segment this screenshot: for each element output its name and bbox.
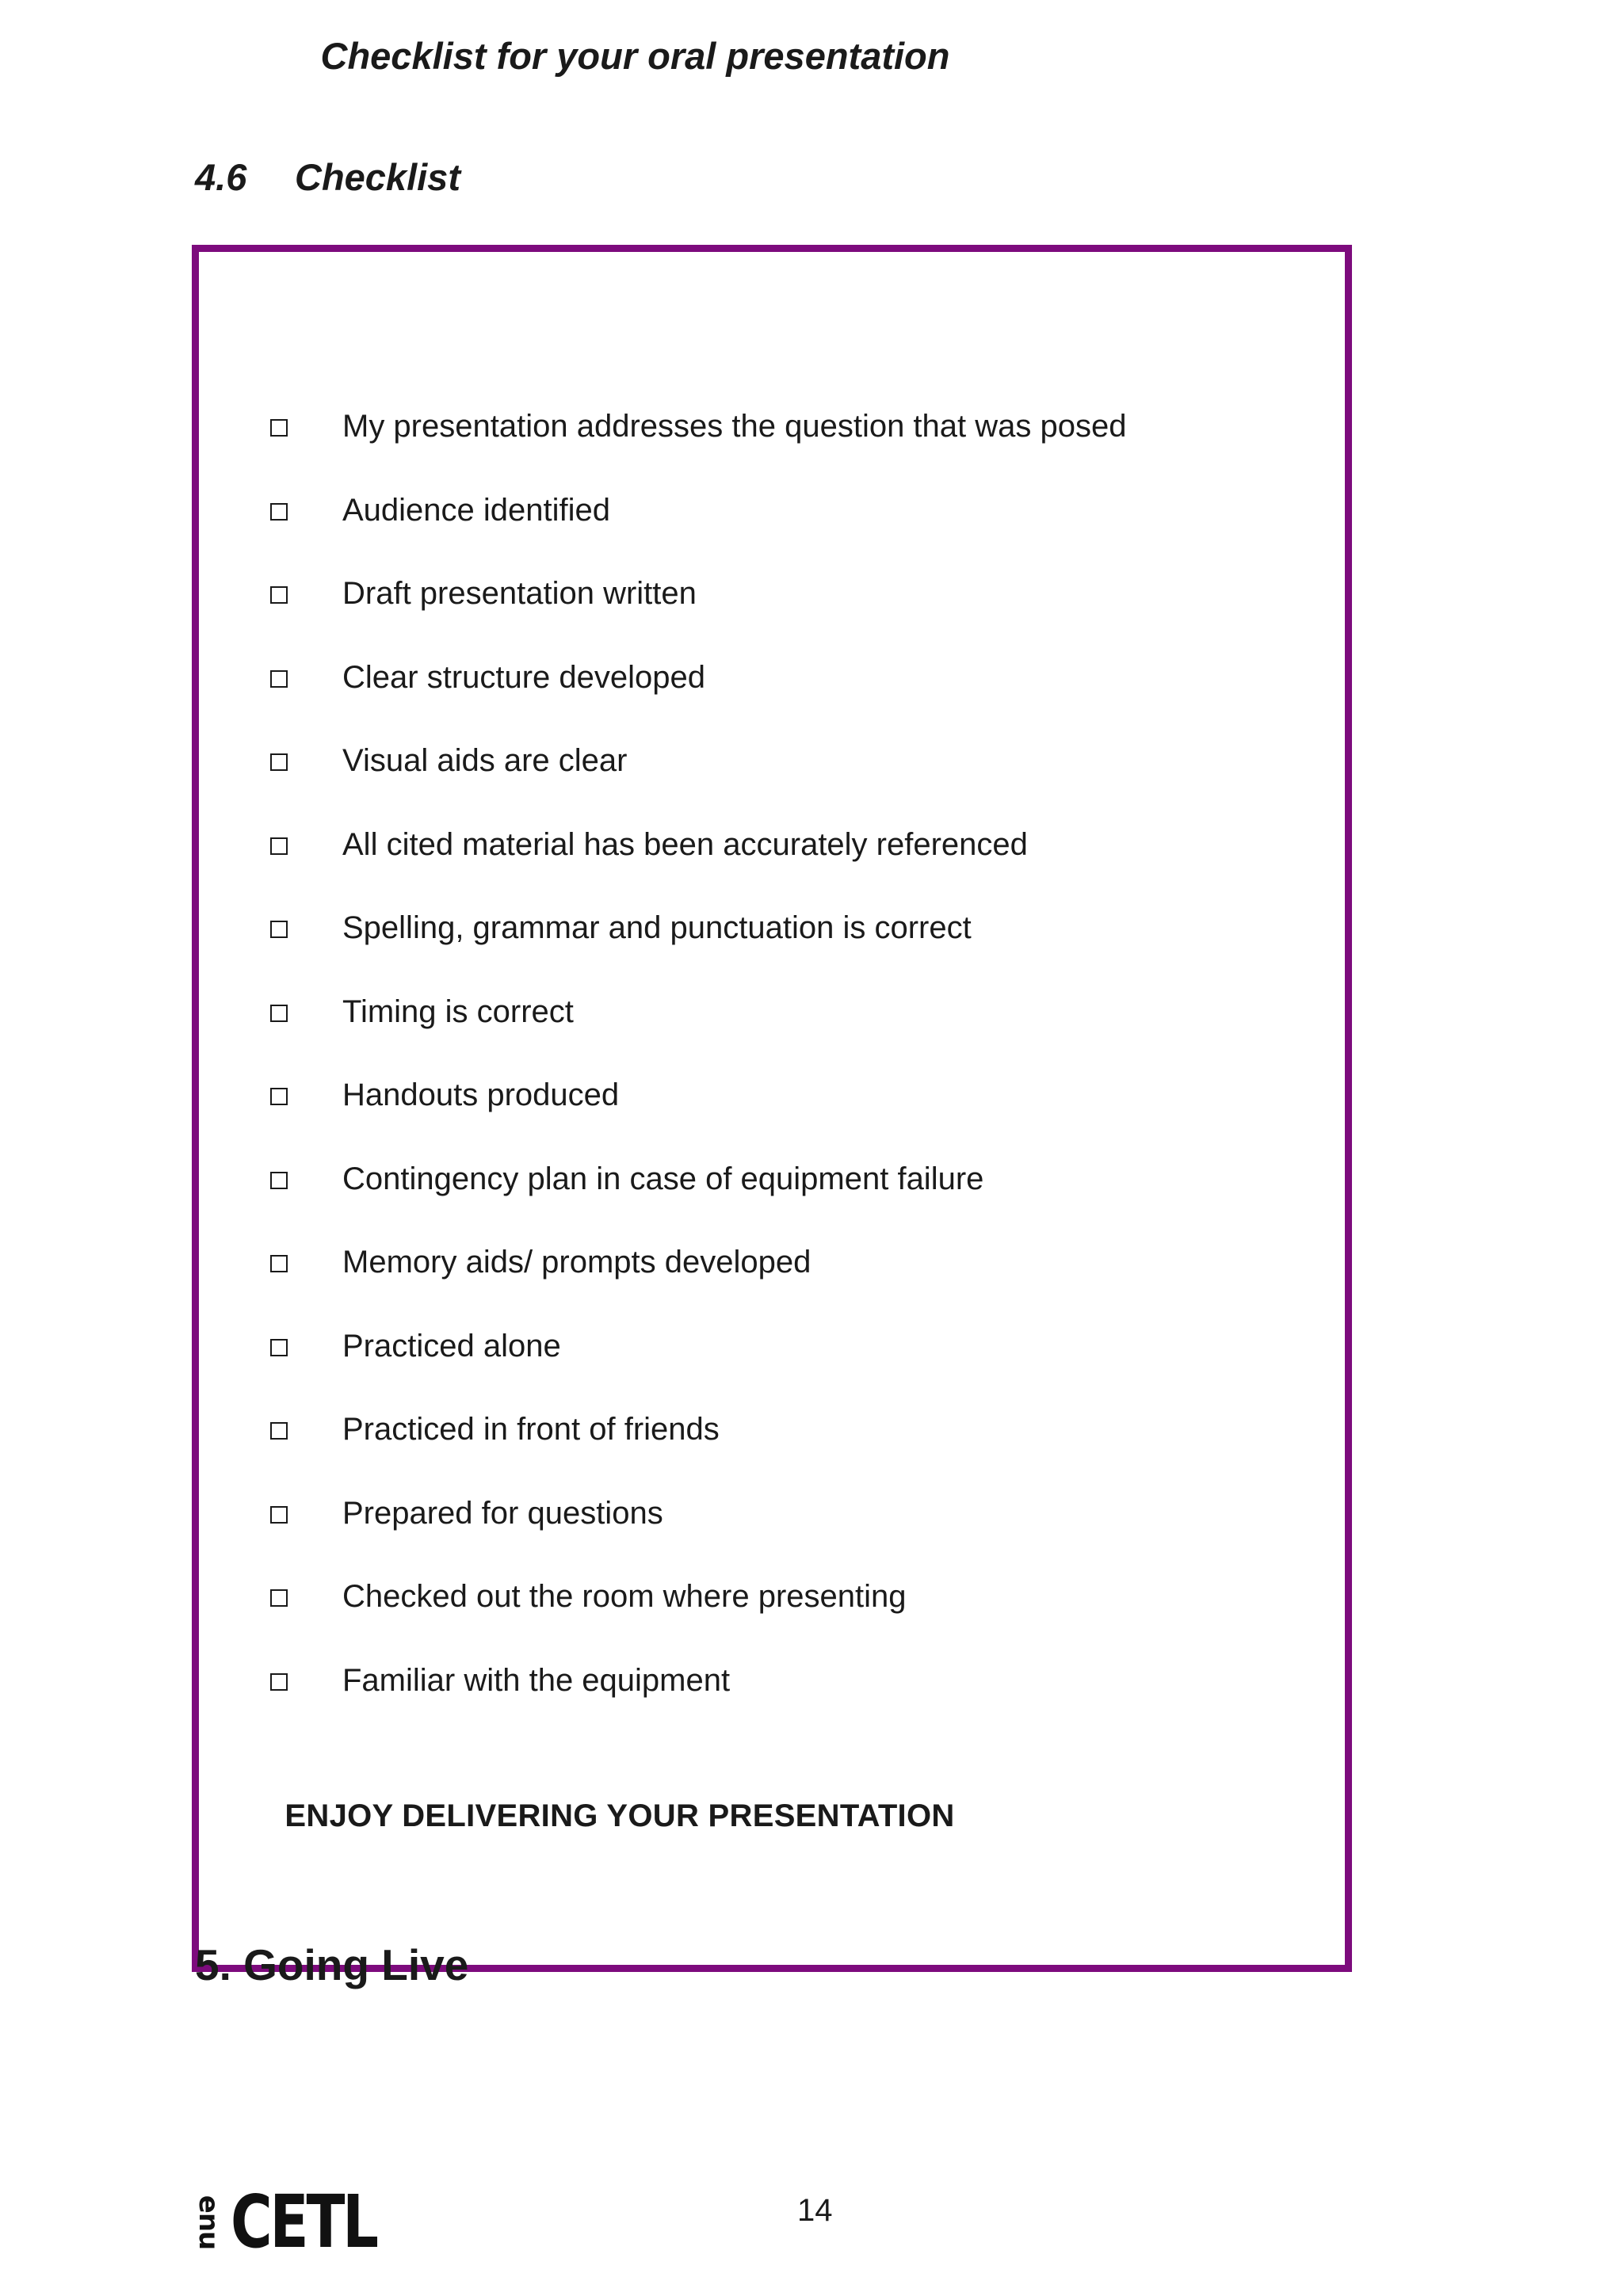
checklist-item-label: Practiced in front of friends <box>342 1412 720 1447</box>
empty-checkbox-icon[interactable] <box>270 1673 288 1691</box>
empty-checkbox-icon[interactable] <box>270 1172 288 1189</box>
checklist-item-label: My presentation addresses the question that was posed <box>342 409 1127 444</box>
empty-checkbox-icon[interactable] <box>270 1255 288 1272</box>
empty-checkbox-icon[interactable] <box>270 1422 288 1440</box>
section-heading <box>195 155 460 199</box>
empty-checkbox-icon[interactable] <box>270 837 288 855</box>
section-title: Checklist <box>295 156 460 198</box>
checklist-item-label: Draft presentation written <box>342 576 697 611</box>
empty-checkbox-icon[interactable] <box>270 1339 288 1356</box>
empty-checkbox-icon[interactable] <box>270 419 288 437</box>
empty-checkbox-icon[interactable] <box>270 921 288 938</box>
checklist-item-label: Checked out the room where presenting <box>342 1579 907 1614</box>
next-section-heading: 5. Going Live <box>195 1940 469 1989</box>
empty-checkbox-icon[interactable] <box>270 1506 288 1524</box>
checklist-item-label: Contingency plan in case of equipment failure <box>342 1161 984 1196</box>
checklist-item-label: Spelling, grammar and punctuation is correct <box>342 910 972 945</box>
section-number: 4.6 <box>195 156 247 198</box>
empty-checkbox-icon[interactable] <box>270 586 288 604</box>
enu-cetl-logo <box>193 2180 418 2264</box>
page-number: 14 <box>797 2193 833 2228</box>
empty-checkbox-icon[interactable] <box>270 670 288 688</box>
checklist-item-label: Visual aids are clear <box>342 743 628 778</box>
logo-vertical-text: enu <box>193 2195 224 2250</box>
empty-checkbox-icon[interactable] <box>270 753 288 771</box>
checklist-item-label: Audience identified <box>342 492 611 528</box>
checklist-item-label: Clear structure developed <box>342 659 706 695</box>
empty-checkbox-icon[interactable] <box>270 1005 288 1022</box>
checklist-item-label: Familiar with the equipment <box>342 1662 731 1698</box>
empty-checkbox-icon[interactable] <box>270 1088 288 1105</box>
closing-message: ENJOY DELIVERING YOUR PRESENTATION <box>285 1798 955 1833</box>
checklist-title: Checklist for your oral presentation <box>320 35 950 77</box>
checklist-item-label: Timing is correct <box>342 994 574 1029</box>
empty-checkbox-icon[interactable] <box>270 1589 288 1607</box>
checklist-item-label: Handouts produced <box>342 1077 620 1112</box>
checklist-item-label: Prepared for questions <box>342 1495 663 1531</box>
checklist-item-label: All cited material has been accurately referenced <box>342 826 1028 862</box>
checklist-item-label: Practiced alone <box>342 1328 561 1363</box>
checklist-item-label: Memory aids/ prompts developed <box>342 1245 812 1280</box>
empty-checkbox-icon[interactable] <box>270 503 288 521</box>
logo-main-text: CETL <box>231 2180 376 2264</box>
